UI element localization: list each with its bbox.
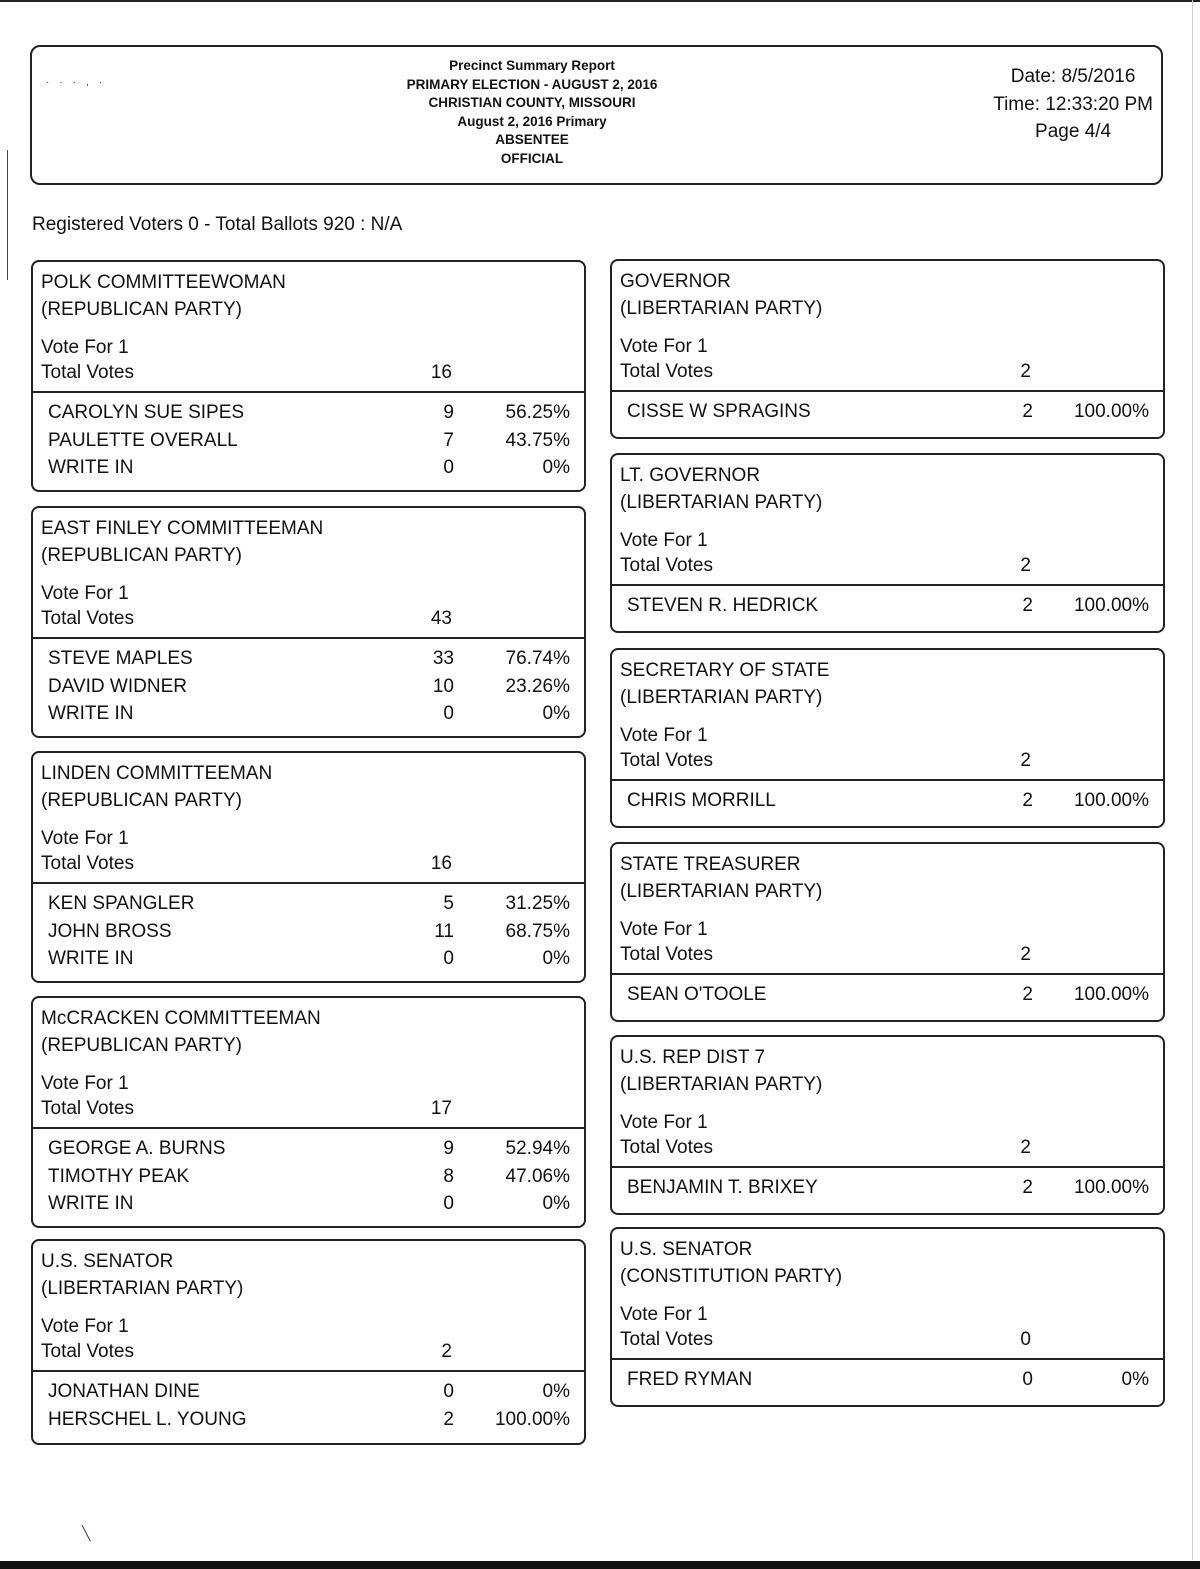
contest-title: [33, 508, 584, 569]
candidate-votes: 9: [443, 402, 454, 423]
candidate-percent: 100.00%: [1073, 401, 1149, 422]
vote-for-label: Vote For 1: [41, 583, 129, 604]
candidate-votes: 10: [432, 675, 454, 697]
candidate-name: SEAN O'TOOLE: [627, 984, 767, 1005]
candidate-name: FRED RYMAN: [627, 1369, 753, 1390]
candidate-row: [612, 787, 1163, 815]
candidate-votes: 8: [443, 1165, 454, 1187]
vote-for-label: Vote For 1: [41, 337, 129, 358]
candidate-name: BENJAMIN T. BRIXEY: [627, 1177, 818, 1198]
total-votes-value: 2: [1020, 555, 1031, 576]
vote-for-label: Vote For 1: [620, 1304, 708, 1325]
total-votes-label: Total Votes: [41, 1341, 134, 1362]
candidate-name: DAVID WIDNER: [48, 675, 187, 697]
contest-title: [612, 261, 1163, 322]
candidate-row: [612, 981, 1163, 1009]
candidate-votes: 9: [443, 1138, 454, 1159]
vote-for-label: Vote For 1: [620, 336, 708, 357]
contest-title-line: POLK COMMITTEEWOMAN: [41, 272, 286, 293]
contest-box: [610, 648, 1165, 828]
candidate-list: [612, 781, 1163, 821]
total-votes-row: [612, 1327, 1163, 1353]
election-date: August 2, 2016 Primary: [457, 113, 607, 129]
candidate-name: TIMOTHY PEAK: [48, 1165, 190, 1187]
total-votes-row: [612, 942, 1163, 968]
contest-box: [610, 842, 1165, 1022]
vote-for-label: Vote For 1: [620, 725, 708, 746]
vote-for-label: Vote For 1: [41, 828, 129, 849]
total-votes-value: 16: [430, 362, 452, 383]
total-votes-value: 2: [441, 1341, 452, 1362]
candidate-row: [33, 890, 584, 918]
candidate-name: KEN SPANGLER: [48, 893, 195, 914]
candidate-percent: 0%: [542, 948, 570, 969]
total-votes-label: Total Votes: [620, 750, 713, 771]
candidate-name: STEVE MAPLES: [48, 648, 193, 669]
total-votes-value: 2: [1020, 944, 1031, 965]
total-votes-row: [33, 1096, 584, 1122]
contest-box: [610, 1227, 1165, 1407]
contest-title-line: STATE TREASURER: [620, 854, 801, 875]
contest-title-line: (LIBERTARIAN PARTY): [41, 1278, 244, 1299]
candidate-name: GEORGE A. BURNS: [48, 1138, 226, 1159]
candidate-percent: 100.00%: [494, 1408, 570, 1430]
candidate-name: JONATHAN DINE: [48, 1381, 200, 1402]
election-name: PRIMARY ELECTION - AUGUST 2, 2016: [406, 76, 658, 92]
candidate-list: [33, 639, 584, 734]
candidate-name: STEVEN R. HEDRICK: [627, 595, 819, 616]
contest-title: [33, 753, 584, 814]
candidate-percent: 76.74%: [505, 648, 570, 669]
contest-title-line: (REPUBLICAN PARTY): [41, 545, 242, 566]
total-votes-label: Total Votes: [41, 1098, 134, 1119]
total-votes-label: Total Votes: [620, 1329, 713, 1350]
candidate-percent: 0%: [542, 703, 570, 724]
contest-title: [612, 844, 1163, 905]
candidate-votes: 2: [1022, 401, 1033, 422]
candidate-list: [612, 975, 1163, 1015]
total-votes-value: 2: [1020, 750, 1031, 771]
total-votes-row: [33, 851, 584, 877]
ballot-type: ABSENTEE: [495, 132, 569, 147]
candidate-percent: 100.00%: [1073, 790, 1149, 811]
contest-title-line: U.S. SENATOR: [620, 1239, 753, 1260]
report-meta: [993, 63, 1153, 146]
candidate-votes: 2: [1022, 595, 1033, 616]
total-votes-row: [33, 360, 584, 386]
candidate-votes: 0: [443, 1381, 454, 1402]
vote-for-label: Vote For 1: [620, 919, 708, 940]
candidate-percent: 0%: [1121, 1369, 1149, 1390]
candidate-name: HERSCHEL L. YOUNG: [48, 1408, 247, 1430]
total-votes-label: Total Votes: [41, 362, 134, 383]
contest-title-line: (LIBERTARIAN PARTY): [620, 492, 823, 513]
contest-title-line: (LIBERTARIAN PARTY): [620, 1074, 823, 1095]
total-votes-value: 17: [430, 1098, 452, 1119]
candidate-row: [33, 1378, 584, 1406]
contest-title-line: (LIBERTARIAN PARTY): [620, 687, 823, 708]
candidate-name: PAULETTE OVERALL: [48, 429, 238, 451]
candidate-row: [33, 1190, 584, 1218]
total-votes-label: Total Votes: [620, 1137, 713, 1158]
candidate-percent: 23.26%: [505, 675, 570, 697]
candidate-row: [33, 1135, 584, 1163]
report-status: OFFICIAL: [500, 150, 564, 166]
candidate-votes: 2: [1022, 1177, 1033, 1198]
contest-box: [610, 259, 1165, 439]
report-title: Precinct Summary Report: [449, 58, 615, 73]
total-votes-value: 2: [1020, 1137, 1031, 1158]
candidate-row: [33, 427, 584, 455]
total-votes-label: Total Votes: [620, 555, 713, 576]
scan-edge-left: [7, 150, 8, 280]
total-votes-label: Total Votes: [620, 944, 713, 965]
contest-title: [612, 1229, 1163, 1290]
candidate-row: [33, 1406, 584, 1434]
contest-title-line: GOVERNOR: [620, 271, 731, 292]
contest-box: [610, 453, 1165, 633]
contest-box: [31, 260, 586, 492]
candidate-percent: 100.00%: [1073, 1177, 1149, 1198]
candidate-name: WRITE IN: [48, 703, 134, 724]
candidate-percent: 56.25%: [505, 402, 570, 423]
scan-edge-top: [0, 0, 1200, 10]
candidate-percent: 68.75%: [505, 920, 570, 942]
total-votes-value: 0: [1020, 1329, 1031, 1350]
total-votes-row: [612, 553, 1163, 579]
contest-title: [33, 262, 584, 323]
candidate-name: CISSE W SPRAGINS: [627, 401, 811, 422]
contest-title-line: McCRACKEN COMMITTEEMAN: [41, 1008, 321, 1029]
total-votes-row: [612, 1135, 1163, 1161]
contest-title-line: (REPUBLICAN PARTY): [41, 1035, 242, 1056]
candidate-votes: 33: [432, 648, 454, 669]
total-votes-label: Total Votes: [620, 361, 713, 382]
county-name: CHRISTIAN COUNTY, MISSOURI: [428, 95, 636, 110]
contest-box: [31, 996, 586, 1228]
candidate-votes: 0: [443, 457, 454, 478]
candidate-list: [612, 1168, 1163, 1208]
contest-title-line: U.S. SENATOR: [41, 1251, 174, 1272]
total-votes-row: [33, 1339, 584, 1365]
candidate-row: [33, 673, 584, 701]
contest-title: [33, 998, 584, 1059]
candidate-percent: 0%: [542, 1193, 570, 1214]
candidate-row: [33, 645, 584, 673]
report-time: Time: 12:33:20 PM: [993, 93, 1153, 115]
total-votes-row: [612, 359, 1163, 385]
candidate-votes: 0: [1022, 1369, 1033, 1390]
candidate-name: WRITE IN: [48, 948, 134, 969]
total-votes-value: 43: [430, 608, 452, 629]
contest-title-line: (REPUBLICAN PARTY): [41, 299, 242, 320]
candidate-name: JOHN BROSS: [48, 920, 172, 942]
contest-box: [610, 1035, 1165, 1215]
candidate-row: [33, 454, 584, 482]
report-header: [30, 45, 1163, 185]
contest-title-line: (LIBERTARIAN PARTY): [620, 298, 823, 319]
candidate-name: WRITE IN: [48, 457, 134, 478]
candidate-votes: 7: [443, 429, 454, 451]
contest-box: [31, 751, 586, 983]
candidate-row: [33, 945, 584, 973]
candidate-percent: 0%: [542, 457, 570, 478]
candidate-list: [612, 1360, 1163, 1400]
candidate-percent: 31.25%: [505, 893, 570, 914]
total-votes-row: [33, 606, 584, 632]
candidate-list: [33, 884, 584, 979]
contest-title-line: LT. GOVERNOR: [620, 465, 761, 486]
candidate-votes: 0: [443, 948, 454, 969]
total-votes-row: [612, 748, 1163, 774]
scan-artifact: ╲: [82, 1525, 91, 1541]
vote-for-label: Vote For 1: [41, 1073, 129, 1094]
candidate-list: [612, 392, 1163, 432]
vote-for-label: Vote For 1: [41, 1316, 129, 1337]
candidate-votes: 2: [1022, 790, 1033, 811]
scan-artifact: ···,·: [46, 77, 113, 88]
candidate-row: [33, 399, 584, 427]
vote-for-label: Vote For 1: [620, 1112, 708, 1133]
candidate-votes: 0: [443, 703, 454, 724]
candidate-votes: 11: [434, 920, 454, 942]
total-votes-value: 16: [430, 853, 452, 874]
candidate-percent: 43.75%: [505, 429, 570, 451]
candidate-percent: 0%: [542, 1381, 570, 1402]
contest-title-line: LINDEN COMMITTEEMAN: [41, 763, 273, 784]
candidate-votes: 2: [1022, 984, 1033, 1005]
contest-box: [31, 1239, 586, 1445]
candidate-name: CAROLYN SUE SIPES: [48, 402, 245, 423]
candidate-row: [612, 398, 1163, 426]
report-date: Date: 8/5/2016: [1010, 66, 1136, 87]
candidate-percent: 100.00%: [1073, 984, 1149, 1005]
contest-title-line: SECRETARY OF STATE: [620, 660, 830, 681]
contest-title: [612, 455, 1163, 516]
candidate-row: [33, 1163, 584, 1191]
total-votes-value: 2: [1020, 361, 1031, 382]
page-number: Page 4/4: [1035, 121, 1112, 142]
candidate-list: [33, 1372, 584, 1439]
contest-title-line: EAST FINLEY COMMITTEEMAN: [41, 518, 324, 539]
candidate-percent: 47.06%: [505, 1165, 570, 1187]
candidate-row: [612, 592, 1163, 620]
candidate-row: [33, 700, 584, 728]
candidate-votes: 5: [443, 893, 454, 914]
candidate-percent: 52.94%: [505, 1138, 570, 1159]
contest-title-line: (LIBERTARIAN PARTY): [620, 881, 823, 902]
candidate-votes: 2: [443, 1408, 454, 1430]
contest-title-line: (REPUBLICAN PARTY): [41, 790, 242, 811]
contest-box: [31, 506, 586, 738]
candidate-list: [33, 393, 584, 488]
report-title-block: [332, 57, 732, 168]
candidate-name: CHRIS MORRILL: [627, 790, 776, 811]
contest-title: [612, 650, 1163, 711]
total-votes-label: Total Votes: [41, 608, 134, 629]
contest-title-line: U.S. REP DIST 7: [620, 1047, 766, 1068]
scan-edge-right: [1192, 0, 1193, 1560]
candidate-row: [612, 1174, 1163, 1202]
registered-voters-summary: Registered Voters 0 - Total Ballots 920 : N/A: [32, 214, 403, 235]
contest-title: [612, 1037, 1163, 1098]
scan-edge-bottom: [0, 1561, 1200, 1569]
candidate-votes: 0: [443, 1193, 454, 1214]
candidate-row: [33, 918, 584, 946]
contest-title: [33, 1241, 584, 1302]
candidate-list: [612, 586, 1163, 626]
vote-for-label: Vote For 1: [620, 530, 708, 551]
candidate-row: [612, 1366, 1163, 1394]
total-votes-label: Total Votes: [41, 853, 134, 874]
candidate-percent: 100.00%: [1073, 595, 1149, 616]
candidate-name: WRITE IN: [48, 1193, 134, 1214]
candidate-list: [33, 1129, 584, 1224]
contest-title-line: (CONSTITUTION PARTY): [620, 1266, 843, 1287]
